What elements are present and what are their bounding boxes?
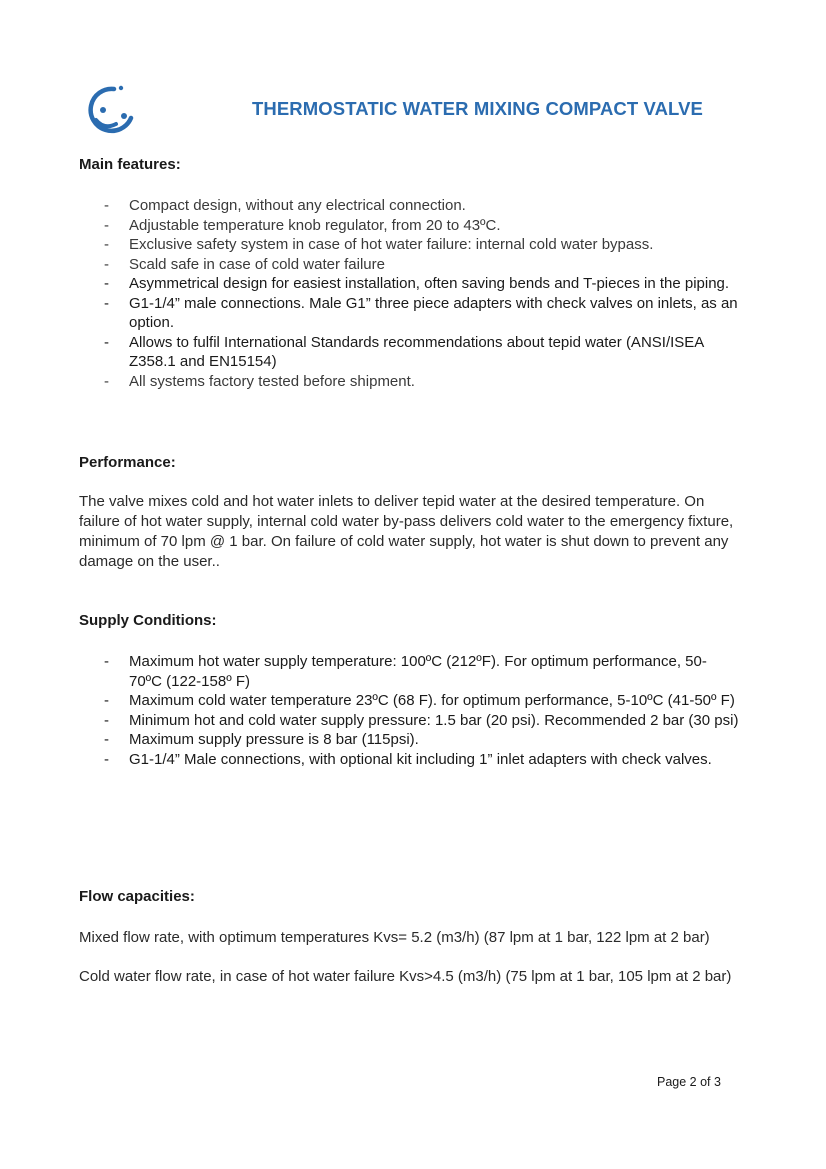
list-item: - Maximum hot water supply temperature: 100ºC (212ºF). For optimum performance, 50-70ºC (122-158º F) bbox=[104, 653, 707, 690]
performance-text: The valve mixes cold and hot water inlets to deliver tepid water at the desired temperature. On failure of hot water supply, internal cold water by-pass delivers cold water to the emergency fixture, minimum of 70 lpm @ 1 bar. On failure of cold water supply, hot water is shut down to prevent any damage on the user.. bbox=[79, 493, 734, 570]
company-logo-icon bbox=[84, 80, 138, 138]
list-item: - Asymmetrical design for easiest installation, often saving bends and T-pieces in the piping. bbox=[104, 275, 730, 292]
flow-capacities-heading: Flow capacities: bbox=[79, 888, 195, 905]
main-features-list bbox=[79, 196, 739, 391]
document-title: THERMOSTATIC WATER MIXING COMPACT VALVE bbox=[252, 98, 703, 119]
list-item: - Maximum supply pressure is 8 bar (115psi). bbox=[104, 731, 419, 748]
list-item: - Scald safe in case of cold water failure bbox=[104, 255, 385, 273]
supply-conditions-heading: Supply Conditions: bbox=[79, 612, 217, 629]
list-item: - Maximum cold water temperature 23ºC (68 F). for optimum performance, 5-10ºC (41-50º F) bbox=[104, 692, 735, 709]
page-number: Page 2 of 3 bbox=[657, 1075, 721, 1089]
list-item: - G1-1/4” male connections. Male G1” three piece adapters with check valves on inlets, as an option. bbox=[104, 294, 738, 331]
performance-heading: Performance: bbox=[79, 454, 176, 471]
flow-capacities-cold: Cold water flow rate, in case of hot water failure Kvs>4.5 (m3/h) (75 lpm at 1 bar, 105 lpm at 2 bar) bbox=[79, 968, 732, 985]
supply-conditions-list bbox=[79, 652, 739, 769]
list-item: - All systems factory tested before shipment. bbox=[104, 372, 415, 390]
list-item: - Adjustable temperature knob regulator, from 20 to 43ºC. bbox=[104, 216, 501, 234]
list-item: - G1-1/4” Male connections, with optional kit including 1” inlet adapters with check valves. bbox=[104, 750, 712, 768]
list-item: - Compact design, without any electrical connection. bbox=[104, 197, 466, 214]
main-features-heading: Main features: bbox=[79, 156, 181, 173]
list-item: - Minimum hot and cold water supply pressure: 1.5 bar (20 psi). Recommended 2 bar (30 psi) bbox=[104, 711, 739, 729]
flow-capacities-mixed: Mixed flow rate, with optimum temperatures Kvs= 5.2 (m3/h) (87 lpm at 1 bar, 122 lpm at 2 bar) bbox=[79, 929, 710, 946]
list-item: - Exclusive safety system in case of hot water failure: internal cold water bypass. bbox=[104, 236, 654, 253]
list-item: - Allows to fulfil International Standards recommendations about tepid water (ANSI/ISEA Z358.1 and EN15154) bbox=[104, 333, 704, 370]
